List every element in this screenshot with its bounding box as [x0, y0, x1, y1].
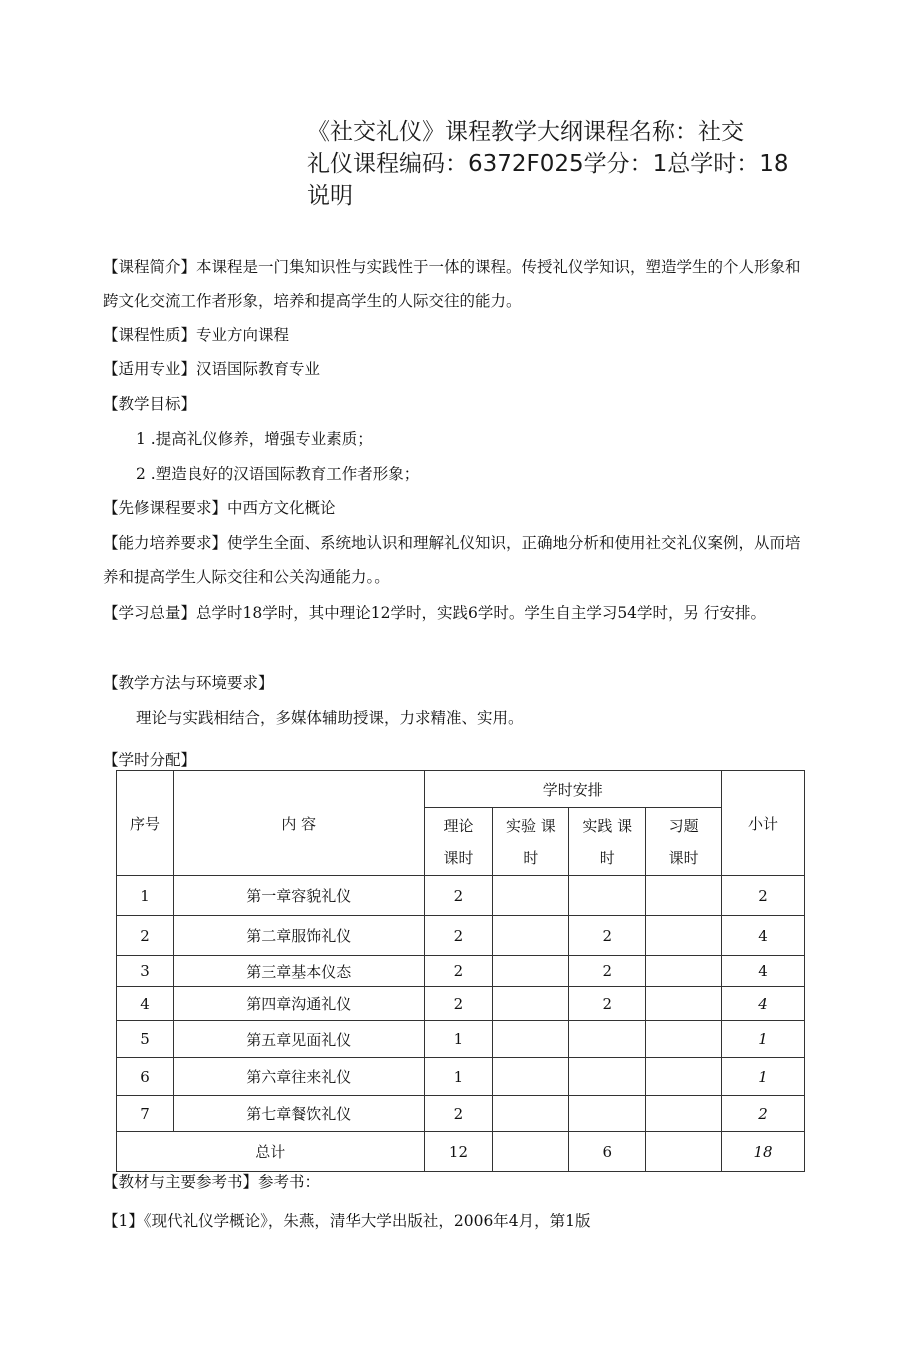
header-exercise: 习题 课时: [646, 808, 722, 876]
nature-text: 专业方向课程: [196, 326, 290, 344]
goals-label: 【教学目标】: [103, 395, 197, 413]
total-label: 【学习总量】: [103, 604, 197, 622]
table-row: 7 第七章餐饮礼仪 2 2: [117, 1096, 805, 1132]
goal-item-1: 1 .提高礼仪修养，增强专业素质；: [136, 430, 373, 448]
table-row: 3 第三章基本仪态 2 2 4: [117, 956, 805, 987]
total-paragraph: [103, 596, 813, 630]
page-title: [307, 116, 822, 212]
header-lab: 实验 课 时: [493, 808, 569, 876]
major-paragraph: [103, 352, 813, 386]
intro-text: 本课程是一门集知识性与实践性于一体的课程。传授礼仪学知识，塑造学生的个人形象和跨文化交流工作者形象，培养和提高学生的人际交往的能力。: [103, 258, 801, 310]
title-line-3: 说明: [307, 183, 353, 209]
refs-paragraph: [103, 1165, 813, 1199]
major-label: 【适用专业】: [103, 360, 197, 378]
table-total-row: 总计 12 6 18: [117, 1132, 805, 1172]
table-row: 1 第一章容貌礼仪 2 2: [117, 876, 805, 916]
goal-item-2: 2 .塑造良好的汉语国际教育工作者形象；: [136, 465, 420, 483]
table-row: 4 第四章沟通礼仪 2 2 4: [117, 987, 805, 1021]
title-line-2: 礼仪课程编码：6372F025学分：1总学时：18: [307, 151, 789, 177]
header-content: 内 容: [173, 771, 424, 876]
total-text: 总学时18学时，其中理论12学时，实践6学时。学生自主学习54学时，另 行安排。: [196, 604, 766, 622]
prereq-paragraph: [103, 491, 813, 525]
table-row: 5 第五章见面礼仪 1 1: [117, 1021, 805, 1058]
refs-label: 【教材与主要参考书】: [103, 1173, 259, 1191]
method-text: 理论与实践相结合，多媒体辅助授课，力求精准、实用。: [136, 709, 524, 727]
ability-paragraph: [103, 526, 813, 594]
header-practice: 实践 课 时: [569, 808, 646, 876]
ref-item-1: 【1】《现代礼仪学概论》，朱燕，清华大学出版社，2006年4月，第1版: [103, 1212, 591, 1230]
hours-table: [116, 770, 805, 1172]
prereq-label: 【先修课程要求】: [103, 499, 228, 517]
refs-text: 参考书：: [258, 1173, 321, 1191]
hours-section-label: 【学时分配】: [103, 751, 197, 769]
header-plan: 学时安排: [424, 771, 722, 808]
method-label: 【教学方法与环境要求】: [103, 674, 274, 692]
ability-text: 使学生全面、系统地认识和理解礼仪知识，正确地分析和使用社交礼仪案例，从而培养和提高学生人际交往和公关沟通能力。。: [103, 534, 801, 586]
header-theory: 理论 课时: [424, 808, 493, 876]
table-row: 2 第二章服饰礼仪 2 2 4: [117, 916, 805, 956]
intro-label: 【课程简介】: [103, 258, 197, 276]
major-text: 汉语国际教育专业: [196, 360, 321, 378]
title-line-1: 《社交礼仪》课程教学大纲课程名称：社交: [307, 119, 744, 145]
prereq-text: 中西方文化概论: [227, 499, 336, 517]
header-subtotal: 小计: [722, 771, 805, 876]
nature-label: 【课程性质】: [103, 326, 197, 344]
nature-paragraph: [103, 318, 813, 352]
ability-label: 【能力培养要求】: [103, 534, 228, 552]
intro-paragraph: [103, 250, 813, 318]
table-row: 6 第六章往来礼仪 1 1: [117, 1058, 805, 1096]
header-no: 序号: [117, 771, 174, 876]
